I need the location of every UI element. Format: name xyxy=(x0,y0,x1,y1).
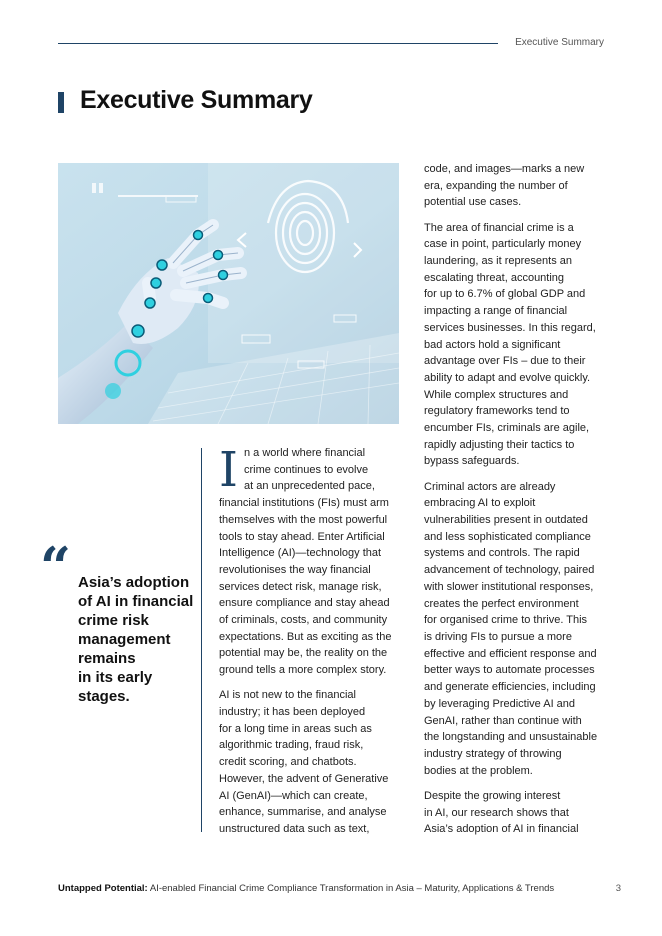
text-line: algorithmic trading, fraud risk, xyxy=(219,739,364,752)
text-line: Criminal actors are already xyxy=(424,480,556,493)
pull-quote-line: stages. xyxy=(78,688,130,705)
text-line: GenAI, rather than continue with xyxy=(424,714,582,727)
text-line: unstructured data such as text, xyxy=(219,822,370,835)
text-line: encumber FIs, criminals are agile, xyxy=(424,422,590,435)
text-line: advantage over FIs – due to their xyxy=(424,355,586,368)
text-line: tools to stay ahead. Enter Artificial xyxy=(219,530,385,543)
text-line: in AI, our research shows that xyxy=(424,806,569,819)
pull-quote xyxy=(78,573,198,706)
pull-quote-line: remains xyxy=(78,650,136,667)
drop-cap: I xyxy=(219,442,238,498)
text-line: regulatory frameworks tend to xyxy=(424,405,570,418)
intro-paragraph xyxy=(219,442,401,679)
text-line: for up to 6.7% of global GDP and xyxy=(424,288,586,301)
text-line: and less sophisticated compliance xyxy=(424,530,591,543)
paragraph xyxy=(424,788,606,838)
footer-bold: Untapped Potential: xyxy=(58,883,148,894)
text-line: potential use cases. xyxy=(424,196,522,209)
text-line: advancement of technology, paired xyxy=(424,564,595,577)
pull-quote-line: of AI in financial xyxy=(78,593,194,610)
text-line: crime continues to evolve xyxy=(244,463,369,476)
text-line: Asia’s adoption of AI in financial xyxy=(424,823,579,836)
text-line: bypass safeguards. xyxy=(424,455,520,468)
text-line: for a long time in areas such as xyxy=(219,722,372,735)
text-line: impacting a range of financial xyxy=(424,305,568,318)
pull-quote-line: management xyxy=(78,631,171,648)
text-line: revolutionises the way financial xyxy=(219,563,371,576)
text-line: for organised crime to thrive. This xyxy=(424,614,588,627)
text-line: services detect risk, manage risk, xyxy=(219,580,382,593)
text-line: is driving FIs to pursue a more xyxy=(424,630,572,643)
paragraph xyxy=(219,687,401,837)
text-line: AI (GenAI)—which can create, xyxy=(219,789,368,802)
text-line: systems and controls. The rapid xyxy=(424,547,580,560)
quote-mark-icon: “ xyxy=(40,535,72,599)
text-line: vulnerabilities present in outdated xyxy=(424,514,588,527)
body-column-right xyxy=(424,161,606,846)
text-line: While complex structures and xyxy=(424,388,569,401)
page-number: 3 xyxy=(615,883,621,894)
footer-text: AI-enabled Financial Crime Compliance Transformation in Asia – Maturity, Applications & Trends xyxy=(147,883,555,894)
text-line: credit scoring, and chatbots. xyxy=(219,756,357,769)
pull-quote-line: in its early xyxy=(78,669,153,686)
text-line: Intelligence (AI)—technology that xyxy=(219,547,382,560)
body-column-middle xyxy=(219,442,401,846)
text-line: with slower institutional responses, xyxy=(424,580,594,593)
text-line: potential may be, the reality on the xyxy=(219,647,388,660)
text-line: bodies at the problem. xyxy=(424,764,533,777)
text-line: Despite the growing interest xyxy=(424,789,561,802)
text-line: code, and images—marks a new xyxy=(424,163,585,175)
paragraph xyxy=(424,220,606,471)
text-line: However, the advent of Generative xyxy=(219,772,389,785)
text-line: at an unprecedented pace, xyxy=(244,480,375,493)
text-line: escalating threat, accounting xyxy=(424,271,565,284)
text-line: ensure compliance and stay ahead xyxy=(219,597,390,610)
paragraph xyxy=(424,479,606,780)
column-divider xyxy=(201,448,202,832)
text-line: era, expanding the number of xyxy=(424,179,568,192)
header-rule xyxy=(58,43,498,44)
robot-hand-fingerprint-illustration xyxy=(58,163,399,424)
pull-quote-line: Asia’s adoption xyxy=(78,574,190,591)
text-line: effective and efficient response and xyxy=(424,647,597,660)
text-line: AI is not new to the financial xyxy=(219,689,356,702)
text-line: enhance, summarise, and analyse xyxy=(219,806,387,819)
text-line: ability to adapt and evolve quickly. xyxy=(424,371,591,384)
text-line: and generate efficiencies, including xyxy=(424,681,596,694)
text-line: financial institutions (FIs) must arm xyxy=(219,497,389,510)
text-line: services businesses. In this regard, xyxy=(424,321,596,334)
text-line: n a world where financial xyxy=(244,447,366,459)
text-line: industry strategy of throwing xyxy=(424,747,562,760)
paragraph xyxy=(424,161,606,211)
text-line: rapidly adjusting their tactics to xyxy=(424,438,575,451)
text-line: ground tells a more complex story. xyxy=(219,664,387,677)
text-line: industry; it has been deployed xyxy=(219,706,366,719)
text-line: laundering, as it represents an xyxy=(424,255,572,268)
text-line: case in point, particularly money xyxy=(424,238,582,251)
text-line: of criminals, costs, and community xyxy=(219,614,388,627)
text-line: better ways to automate processes xyxy=(424,664,595,677)
text-line: the longstanding and unsustainable xyxy=(424,731,598,744)
text-line: creates the perfect environment xyxy=(424,597,579,610)
text-line: bad actors hold a significant xyxy=(424,338,561,351)
pull-quote-line: crime risk xyxy=(78,612,149,629)
title-accent-bar xyxy=(58,92,64,113)
hero-image xyxy=(58,163,399,424)
text-line: embracing AI to exploit xyxy=(424,497,536,510)
text-line: themselves with the most powerful xyxy=(219,513,388,526)
footer-citation xyxy=(58,883,554,894)
text-line: expectations. But as exciting as the xyxy=(219,630,392,643)
text-line: The area of financial crime is a xyxy=(424,221,574,234)
page-title: Executive Summary xyxy=(80,86,313,114)
text-line: by leveraging Predictive AI and xyxy=(424,697,576,710)
running-head: Executive Summary xyxy=(515,37,604,48)
